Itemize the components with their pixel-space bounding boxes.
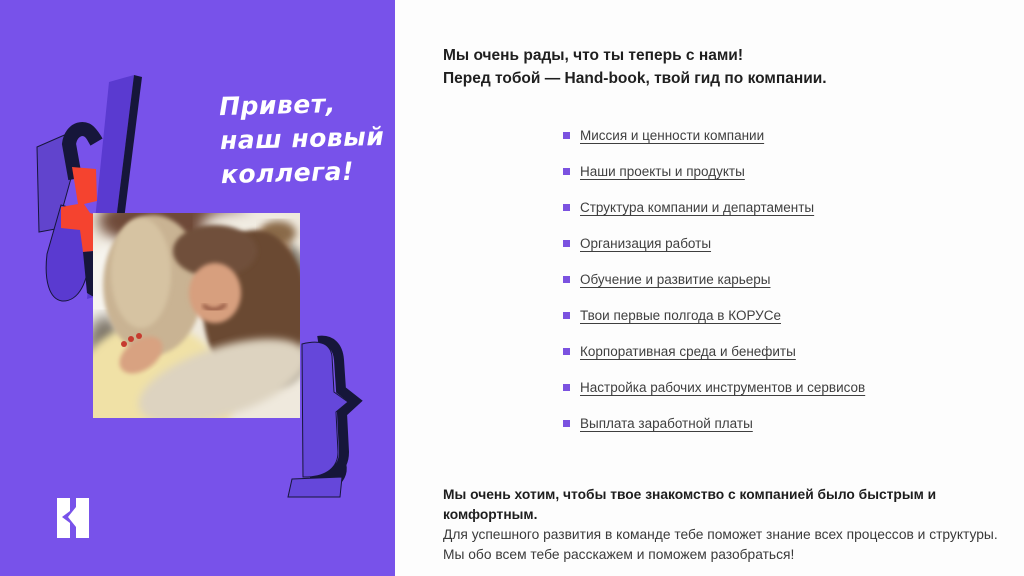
square-bullet-icon (563, 240, 570, 247)
greeting-line: коллега! (220, 156, 355, 190)
square-bullet-icon (563, 420, 570, 427)
toc-link[interactable]: Наши проекты и продукты (580, 163, 745, 179)
greeting-line: наш новый (219, 121, 385, 156)
toc-item (563, 236, 865, 250)
content-panel (395, 0, 1024, 576)
square-bullet-icon (563, 276, 570, 283)
toc-link[interactable]: Миссия и ценности компании (580, 127, 765, 143)
toc-item (563, 308, 865, 322)
greeting-headline (219, 86, 386, 192)
photo-colleagues-hugging (93, 213, 300, 418)
toc-link[interactable]: Обучение и развитие карьеры (580, 271, 771, 287)
outro-text (443, 485, 1003, 565)
toc-item (563, 380, 865, 394)
intro-line-1: Мы очень рады, что ты теперь с нами! (443, 47, 743, 64)
toc-item (563, 164, 865, 178)
square-bullet-icon (563, 348, 570, 355)
toc-item (563, 200, 865, 214)
toc-link[interactable]: Выплата заработной платы (580, 415, 753, 431)
intro-text (443, 44, 983, 90)
square-bullet-icon (563, 168, 570, 175)
handbook-toc (563, 128, 865, 452)
outro-line-2: Для успешного развития в команде тебе поможет знание всех процессов и структуры. (443, 527, 998, 542)
left-panel (0, 0, 395, 576)
square-bullet-icon (563, 132, 570, 139)
toc-link[interactable]: Структура компании и департаменты (580, 199, 815, 215)
outro-line-1: Мы очень хотим, чтобы твое знакомство с компанией было быстрым и комфортным. (443, 487, 937, 522)
square-bullet-icon (563, 204, 570, 211)
intro-line-2: Перед тобой — Hand-book, твой гид по компании. (443, 70, 827, 87)
toc-item (563, 416, 865, 430)
toc-link[interactable]: Настройка рабочих инструментов и сервисов (580, 379, 866, 395)
toc-item (563, 128, 865, 142)
korus-logo-icon (55, 496, 91, 540)
toc-item (563, 272, 865, 286)
toc-item (563, 344, 865, 358)
outro-line-3: Мы обо всем тебе расскажем и поможем разобраться! (443, 547, 795, 562)
square-bullet-icon (563, 312, 570, 319)
toc-link[interactable]: Организация работы (580, 235, 712, 251)
toc-link[interactable]: Твои первые полгода в КОРУСе (580, 307, 781, 323)
greeting-line: Привет, (218, 89, 337, 122)
toc-link[interactable]: Корпоративная среда и бенефиты (580, 343, 796, 359)
square-bullet-icon (563, 384, 570, 391)
